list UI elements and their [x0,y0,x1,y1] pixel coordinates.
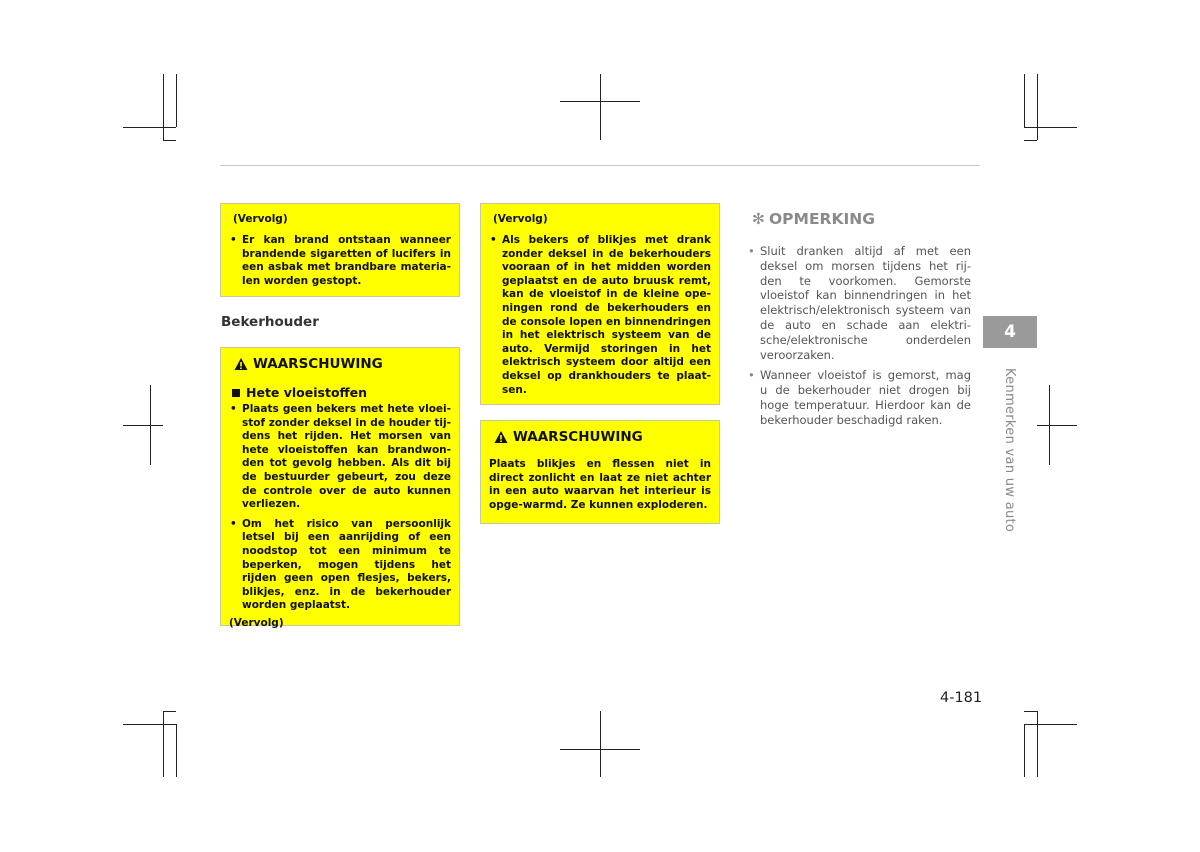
continued-label: (Vervolg) [233,213,288,225]
section-heading: Bekerhouder [221,314,319,330]
warning-title [234,356,451,372]
note-icon: ✻ [752,210,765,228]
note-title-text: OPMERKING [769,210,875,228]
registration-mark [150,385,151,465]
warning-icon [234,357,248,371]
crop-mark [1024,74,1025,127]
warning-box [220,347,460,629]
crop-mark [163,711,176,712]
crop-mark [163,140,176,141]
note-title [752,210,875,228]
registration-mark [123,425,163,426]
registration-mark [600,74,601,140]
crop-mark [1037,74,1038,140]
crop-mark [123,724,176,725]
continued-warning-box [480,203,720,405]
crop-mark [1024,724,1025,777]
warning-subheading [232,385,451,400]
crop-mark [176,74,177,127]
crop-mark [176,724,177,777]
warning-bullet: • Er kan brand ontstaan wanneer brandende sigaretten of lucifers in een asbak met brandbare materia-len worden gestopt. [229,234,451,288]
warning-title-text: WAARSCHUWING [513,429,643,445]
warning-subheading-text: Hete vloeistoffen [246,385,368,400]
crop-mark [1024,711,1037,712]
registration-mark [600,711,601,777]
registration-mark [1049,385,1050,465]
crop-mark [1024,724,1077,725]
crop-mark [123,127,176,128]
crop-mark [1024,127,1077,128]
registration-mark [1037,425,1077,426]
warning-bullet: • Om het risico van persoonlijk letsel bij een aanrijding of een noodstop tot een minimum te beperken, mogen tijdens het rijden geen open flesjes, bekers, blikjes, enz. in de bekerhouder worden geplaatst. [229,518,451,613]
crop-mark [163,711,164,777]
crop-mark [1024,140,1037,141]
square-bullet-icon [232,389,240,397]
continued-warning-box [220,203,460,297]
warning-bullet: • Als bekers of blikjes met drank zonder deksel in de bekerhouders vooraan of in het midden worden geplaatst en de auto bruusk remt, kan de vloeistof in de kleine ope-ningen rond de bekerhouders en de console lopen en binnendringen in het elektrisch systeem van de auto. Vermijd storingen in het elektrisch systeem door altijd een deksel op drankhouders te plaat-sen. [489,234,711,397]
header-rule [220,165,980,166]
note-bullet: • Wanneer vloeistof is gemorst, mag u de bekerhouder niet drogen bij hoge temperatuur. Hierdoor kan de bekerhouder beschadigd raken. [748,368,971,427]
warning-text: Plaats blikjes en flessen niet in direct zonlicht en laat ze niet achter in een auto waarvan het interieur is opge-warmd. Ze kunnen exploderen. [489,458,711,511]
continued-label: (Vervolg) [229,616,284,629]
chapter-title: Kenmerken van uw auto [1002,368,1017,533]
crop-mark [163,74,164,140]
warning-title [494,429,711,445]
warning-box [480,420,720,524]
page-number: 4-181 [940,690,983,706]
chapter-number-tab: 4 [983,316,1037,348]
warning-icon [494,430,508,444]
crop-mark [1037,711,1038,777]
note-list [748,244,971,434]
warning-title-text: WAARSCHUWING [253,356,383,372]
warning-bullet: • Plaats geen bekers met hete vloei-stof zonder deksel in de houder tij-dens het rijden. Het morsen van hete vloeistoffen kan brandwon-den tot gevolg hebben. Als dit bij de bestuurder gebeurt, zou deze de controle over de auto kunnen verliezen. [229,403,451,512]
continued-label: (Vervolg) [493,213,548,225]
note-bullet: • Sluit dranken altijd af met een deksel om morsen tijdens het rij-den te voorkomen. Gemorste vloeistof kan binnendringen in het elektrisch/elektronisch systeem van de auto en schade aan elektri-sche/elektronische onderdelen veroorzaken. [748,244,971,362]
